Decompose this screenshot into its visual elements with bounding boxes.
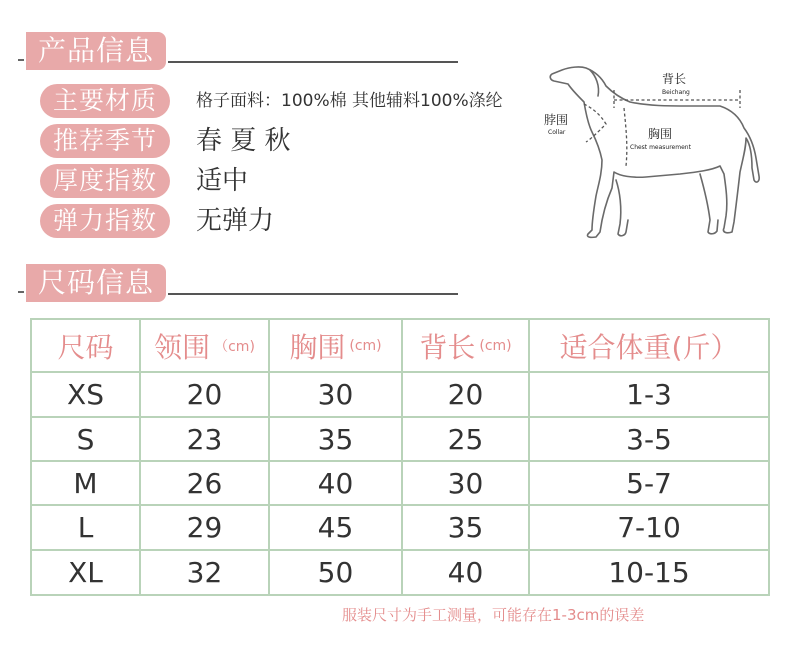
cell-back: 35 <box>447 511 484 544</box>
size-info-header <box>18 264 458 304</box>
cell-size: S <box>76 422 95 456</box>
cell-neck: 29 <box>186 511 223 544</box>
attr-label: 推荐季节 <box>40 124 170 158</box>
header-neck <box>141 320 268 371</box>
header-label: 背长 <box>419 330 476 364</box>
attr-value: 格子面料：100%棉 其他辅料100%涤纶 <box>196 91 503 111</box>
chest-en: Chest measurement <box>630 144 691 151</box>
header-unit: (cm) <box>479 337 512 354</box>
collar-line <box>584 104 606 142</box>
chest-line <box>624 108 627 166</box>
size-table <box>30 318 770 596</box>
back-length-en: Beichang <box>662 89 690 96</box>
product-info-header <box>18 32 458 72</box>
cell-size: XL <box>68 556 103 589</box>
attr-label: 主要材质 <box>40 84 170 118</box>
dog-outline-icon <box>550 67 759 237</box>
header-label: 尺码 <box>57 330 114 364</box>
measurement-note: 服装尺寸为手工测量，可能存在1-3cm的误差 <box>342 606 645 624</box>
cell-weight: 10-15 <box>608 556 690 589</box>
cell-neck: 32 <box>186 556 223 589</box>
cell-neck: 23 <box>186 422 223 456</box>
header-label: 适合体重(斤） <box>559 330 739 364</box>
attr-value: 春 夏 秋 <box>196 126 291 156</box>
cell-chest: 40 <box>317 466 354 500</box>
attr-label: 厚度指数 <box>40 164 170 198</box>
cell-back: 40 <box>447 556 484 589</box>
header-rule <box>168 293 458 295</box>
collar-label: 脖围 <box>544 113 569 127</box>
cell-neck: 26 <box>186 466 223 500</box>
cell-weight: 7-10 <box>617 511 681 544</box>
header-unit: (cm) <box>349 337 382 354</box>
product-info-title: 产品信息 <box>26 32 166 70</box>
dog-hindleg-icon <box>700 174 718 234</box>
header-unit: （cm) <box>214 338 255 355</box>
header-chest <box>270 320 401 371</box>
header-weight <box>530 320 768 371</box>
back-length-label: 背长 <box>662 72 687 86</box>
header-dot <box>18 59 24 61</box>
header-label: 领围 <box>154 330 211 364</box>
chest-label: 胸围 <box>648 127 673 141</box>
header-back <box>403 320 528 371</box>
dog-measurement-diagram <box>540 62 790 252</box>
cell-neck: 20 <box>186 378 223 411</box>
attr-label: 弹力指数 <box>40 204 170 238</box>
cell-size: M <box>73 466 98 500</box>
header-rule <box>168 61 458 63</box>
header-label: 胸围 <box>289 330 346 364</box>
collar-en: Collar <box>548 129 566 136</box>
attr-value: 适中 <box>196 166 249 196</box>
cell-chest: 30 <box>317 378 354 411</box>
header-dot <box>18 291 24 293</box>
cell-chest: 50 <box>317 556 354 589</box>
header-size <box>32 320 139 371</box>
cell-chest: 35 <box>317 422 354 456</box>
size-info-title: 尺码信息 <box>26 264 166 302</box>
cell-back: 30 <box>447 466 484 500</box>
attr-value: 无弹力 <box>196 206 275 236</box>
cell-chest: 45 <box>317 511 354 544</box>
cell-weight: 5-7 <box>626 466 672 500</box>
cell-weight: 1-3 <box>626 378 672 411</box>
cell-back: 20 <box>447 378 484 411</box>
cell-back: 25 <box>447 422 484 456</box>
cell-weight: 3-5 <box>626 422 672 456</box>
dog-frontleg-icon <box>616 180 628 236</box>
cell-size: L <box>77 511 94 544</box>
cell-size: XS <box>67 378 104 411</box>
